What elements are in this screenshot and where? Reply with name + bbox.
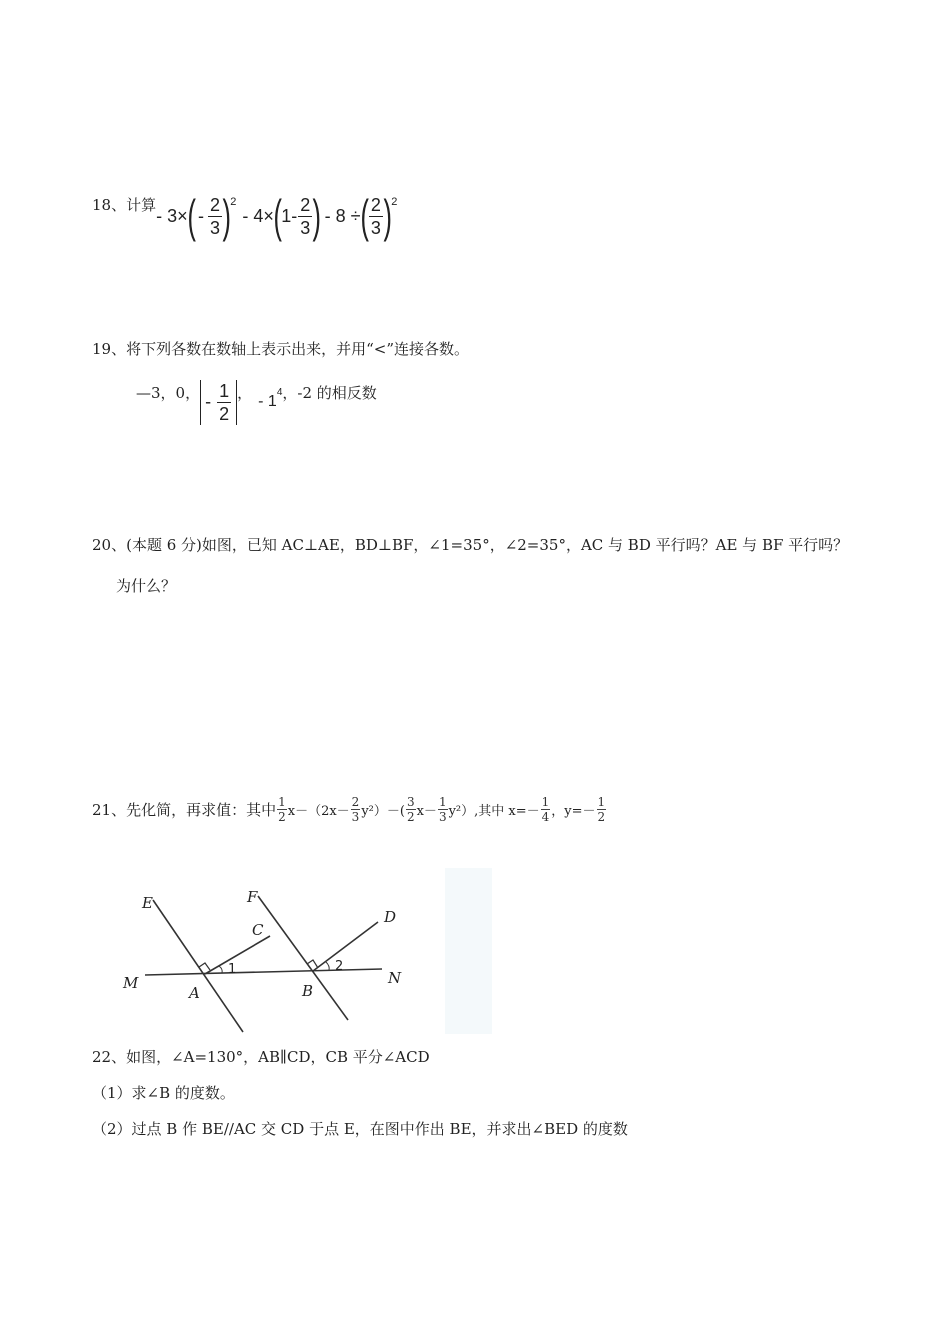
angle-arc-1 [219, 966, 222, 973]
q21-frac-a: $\frac{1}{2}$ [278, 794, 286, 824]
q21-frac-y: $\frac{1}{2}$ [597, 794, 606, 824]
q21-part2: y²）－( [361, 803, 405, 819]
q20-line2: 为什么？ [116, 577, 177, 595]
label-a: A [189, 984, 200, 1002]
q19-numbers [136, 374, 377, 430]
q21-frac-b: $\frac{2}{3}$ [351, 794, 360, 824]
question-21 [92, 786, 607, 832]
q18-term1: - 3× [156, 205, 188, 226]
label-n: N [388, 969, 402, 987]
line-bd [313, 922, 378, 971]
label-b: B [302, 982, 314, 1000]
q18-exp1: 2 [230, 196, 237, 208]
q18-frac2: $\frac{2}{3}$ [300, 194, 311, 238]
q19-comma2: ， [282, 383, 298, 402]
q21-label: 21、先化简，再求值：其中 [92, 800, 277, 819]
q19-power: - $1^4$ [258, 387, 283, 410]
q19-last: -2 的相反数 [297, 383, 377, 402]
q21-frac-d: $\frac{1}{3}$ [438, 794, 447, 824]
q19-comma1: ， [237, 383, 253, 402]
q22-line3: （2）过点 B 作 BE//AC 交 CD 于点 E，在图中作出 BE，并求出∠BED 的度数 [92, 1120, 628, 1138]
question-18 [92, 186, 397, 246]
label-d: D [384, 908, 397, 926]
q18-expression: - 3× ( - $\frac{2}{3}$ ) 2 - 4× ( 1- $\frac{2}{3}$ ) - 8 ÷ ( $\frac{2}{3}$ ) 2 [156, 190, 398, 242]
q21-frac-x: $\frac{1}{4}$ [541, 794, 550, 824]
q18-term3: - 8 ÷ [324, 205, 361, 226]
q18-neg: - [197, 205, 204, 226]
angle-arc-2 [326, 962, 329, 970]
q19-absolute-value: - $\frac{1}{2}$ [200, 380, 237, 425]
q21-part3: x－ [416, 803, 437, 819]
q18-exp2: 2 [391, 196, 398, 208]
label-angle-1: 1 [228, 962, 237, 977]
label-f: F [247, 888, 258, 906]
line-mn [145, 969, 382, 975]
label-e: E [142, 894, 153, 912]
q19-nums-start: —3，0， [136, 383, 201, 402]
q20-line1: 20、(本题 6 分)如图，已知 AC⊥AE，BD⊥BF，∠1=35°，∠2=35°，AC 与 BD 平行吗？AE 与 BF 平行吗？ [92, 536, 849, 554]
line-ac [205, 936, 270, 974]
q18-label: 18、计算 [92, 195, 157, 214]
label-c: C [252, 921, 264, 939]
figure-scan-strip [445, 868, 492, 1034]
q21-frac-c: $\frac{3}{2}$ [406, 794, 415, 824]
q21-part4: y²）,其中 x=－ [448, 803, 540, 819]
q22-line2: （1）求∠B 的度数。 [92, 1084, 235, 1102]
q18-one-minus: 1- [281, 205, 298, 226]
label-m: M [123, 974, 139, 992]
label-angle-2: 2 [335, 959, 344, 974]
line-bf [258, 896, 348, 1020]
q18-frac1: $\frac{2}{3}$ [209, 194, 220, 238]
q18-term2: - 4× [242, 205, 274, 226]
q21-part1: x－（2x－ [287, 803, 350, 819]
geometry-figure [110, 880, 420, 1040]
q22-line1: 22、如图，∠A=130°，AB∥CD，CB 平分∠ACD [92, 1048, 430, 1066]
q19-text: 19、将下列各数在数轴上表示出来，并用“<”连接各数。 [92, 340, 469, 358]
q21-part5: ，y=－ [551, 803, 596, 819]
q18-frac3: $\frac{2}{3}$ [370, 194, 381, 238]
